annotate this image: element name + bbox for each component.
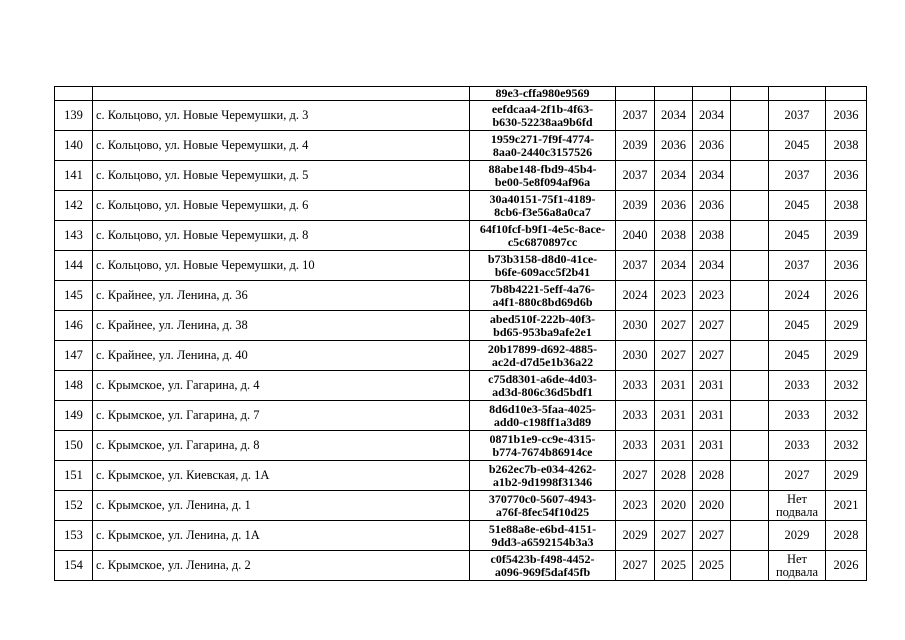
row-guid-line2: a76f-8fec54f10d25 xyxy=(495,504,590,519)
row-guid xyxy=(470,281,616,311)
row-guid-line1: 88abe148-fbd9-45b4- xyxy=(488,161,597,176)
table-body xyxy=(55,87,867,581)
row-year-6: 2036 xyxy=(826,251,867,281)
row-year-3: 2038 xyxy=(693,221,731,251)
row-year-5: 2027 xyxy=(769,461,826,491)
row-year-5: 2045 xyxy=(769,131,826,161)
row-year-5: 2037 xyxy=(769,161,826,191)
row-number: 149 xyxy=(55,401,93,431)
row-year-6: 2029 xyxy=(826,341,867,371)
row-year-6: 2026 xyxy=(826,281,867,311)
row-guid-line2: b630-52238aa9b6fd xyxy=(492,114,593,129)
row-address: с. Крымское, ул. Гагарина, д. 8 xyxy=(93,431,470,461)
row-guid-line1: c0f5423b-f498-4452- xyxy=(490,551,595,566)
row-guid-line1: 8d6d10e3-5faa-4025- xyxy=(489,401,596,416)
row-year-1: 2037 xyxy=(616,101,655,131)
row-year-1: 2039 xyxy=(616,131,655,161)
row-year-1: 2033 xyxy=(616,371,655,401)
row-year-3: 2031 xyxy=(693,401,731,431)
row-year-2: 2036 xyxy=(655,131,693,161)
row-year-3: 2034 xyxy=(693,251,731,281)
row-year-4 xyxy=(731,341,769,371)
row-year-3: 2036 xyxy=(693,131,731,161)
row-year-6: 2021 xyxy=(826,491,867,521)
row-guid-line2: 8cb6-f3e56a8a0ca7 xyxy=(494,204,591,219)
row-address: с. Кольцово, ул. Новые Черемушки, д. 8 xyxy=(93,221,470,251)
row-guid-line2: 8aa0-2440c3157526 xyxy=(492,144,593,159)
row-year-3: 2027 xyxy=(693,521,731,551)
row-year-5: 2024 xyxy=(769,281,826,311)
row-guid-line2: b6fe-609acc5f2b41 xyxy=(494,264,591,279)
row-year-6: 2026 xyxy=(826,551,867,581)
table-row xyxy=(55,161,867,191)
row-guid-line1: b73b3158-d8d0-41ce- xyxy=(487,251,598,266)
row-year-2: 2020 xyxy=(655,491,693,521)
row-guid-line2: be00-5e8f094af96a xyxy=(494,174,591,189)
row-address: с. Кольцово, ул. Новые Черемушки, д. 6 xyxy=(93,191,470,221)
row-year-4 xyxy=(731,401,769,431)
row-number: 141 xyxy=(55,161,93,191)
cell-year xyxy=(826,87,867,101)
table-row xyxy=(55,371,867,401)
row-guid-line1: c75d8301-a6de-4d03- xyxy=(488,371,597,386)
row-guid-line1: 30a40151-75f1-4189- xyxy=(489,191,596,206)
row-year-3: 2023 xyxy=(693,281,731,311)
row-year-1: 2037 xyxy=(616,161,655,191)
row-year-1: 2039 xyxy=(616,191,655,221)
row-year-4 xyxy=(731,161,769,191)
row-year-5: 2045 xyxy=(769,221,826,251)
row-year-2: 2034 xyxy=(655,251,693,281)
row-guid-line1: 51e88a8e-e6bd-4151- xyxy=(488,521,597,536)
row-address: с. Крайнее, ул. Ленина, д. 36 xyxy=(93,281,470,311)
row-year-4 xyxy=(731,251,769,281)
row-year-4 xyxy=(731,431,769,461)
row-year-4 xyxy=(731,521,769,551)
row-year-3: 2036 xyxy=(693,191,731,221)
row-guid xyxy=(470,551,616,581)
cell-year xyxy=(616,87,655,101)
row-year-4 xyxy=(731,551,769,581)
row-year-6: 2036 xyxy=(826,161,867,191)
row-guid-line2: c5c6870897cc xyxy=(507,234,578,249)
row-year-5-line1: Нет xyxy=(786,551,808,566)
row-year-3: 2031 xyxy=(693,371,731,401)
row-year-4 xyxy=(731,311,769,341)
row-year-5-line1: Нет xyxy=(786,491,808,506)
row-guid-line1: 370770c0-5607-4943- xyxy=(488,491,597,506)
row-number: 147 xyxy=(55,341,93,371)
row-guid-line2: ac2d-d7d5e1b36a22 xyxy=(491,354,594,369)
table-row xyxy=(55,401,867,431)
row-year-5: 2033 xyxy=(769,371,826,401)
row-guid-line2: a1b2-9d1998f31346 xyxy=(492,474,593,489)
row-year-1: 2023 xyxy=(616,491,655,521)
row-number: 153 xyxy=(55,521,93,551)
row-guid xyxy=(470,251,616,281)
cell-address xyxy=(93,87,470,101)
row-address: с. Кольцово, ул. Новые Черемушки, д. 5 xyxy=(93,161,470,191)
row-year-6: 2036 xyxy=(826,101,867,131)
row-number: 142 xyxy=(55,191,93,221)
table-row xyxy=(55,281,867,311)
row-year-4 xyxy=(731,101,769,131)
row-address: с. Кольцово, ул. Новые Черемушки, д. 4 xyxy=(93,131,470,161)
row-guid-line2: 9dd3-a6592154b3a3 xyxy=(491,534,594,549)
row-year-2: 2027 xyxy=(655,521,693,551)
table-row xyxy=(55,221,867,251)
row-guid-line1: 20b17899-d692-4885- xyxy=(487,341,598,356)
row-year-2: 2031 xyxy=(655,401,693,431)
cell-year xyxy=(693,87,731,101)
row-number: 143 xyxy=(55,221,93,251)
row-year-3: 2027 xyxy=(693,341,731,371)
table-row xyxy=(55,461,867,491)
row-guid-line1: abed510f-222b-40f3- xyxy=(489,311,596,326)
row-year-4 xyxy=(731,491,769,521)
row-year-6: 2038 xyxy=(826,131,867,161)
row-guid xyxy=(470,311,616,341)
row-year-1: 2024 xyxy=(616,281,655,311)
row-guid-line1: 64f10fcf-b9f1-4e5c-8ace- xyxy=(479,221,606,236)
row-address: с. Крымское, ул. Ленина, д. 1А xyxy=(93,521,470,551)
row-address: с. Крайнее, ул. Ленина, д. 40 xyxy=(93,341,470,371)
row-address: с. Крымское, ул. Гагарина, д. 4 xyxy=(93,371,470,401)
cell-year xyxy=(769,87,826,101)
row-year-5: 2029 xyxy=(769,521,826,551)
row-guid-line2: a096-969f5daf45fb xyxy=(494,564,591,579)
row-address: с. Крымское, ул. Киевская, д. 1А xyxy=(93,461,470,491)
row-guid-line2: a4f1-880c8bd69d6b xyxy=(492,294,593,309)
row-year-2: 2028 xyxy=(655,461,693,491)
table-row xyxy=(55,191,867,221)
row-year-2: 2023 xyxy=(655,281,693,311)
row-year-4 xyxy=(731,191,769,221)
table-row xyxy=(55,311,867,341)
row-year-1: 2040 xyxy=(616,221,655,251)
cell-num xyxy=(55,87,93,101)
row-guid-line1: b262ec7b-e034-4262- xyxy=(488,461,597,476)
row-number: 145 xyxy=(55,281,93,311)
row-year-1: 2027 xyxy=(616,551,655,581)
row-year-1: 2030 xyxy=(616,341,655,371)
row-number: 151 xyxy=(55,461,93,491)
row-year-4 xyxy=(731,221,769,251)
table-row xyxy=(55,551,867,581)
row-year-2: 2031 xyxy=(655,431,693,461)
row-number: 152 xyxy=(55,491,93,521)
table-row-partial xyxy=(55,87,867,101)
row-year-1: 2029 xyxy=(616,521,655,551)
row-number: 154 xyxy=(55,551,93,581)
row-number: 148 xyxy=(55,371,93,401)
row-year-2: 2027 xyxy=(655,311,693,341)
row-year-5: 2045 xyxy=(769,191,826,221)
row-year-6: 2038 xyxy=(826,191,867,221)
row-guid-line1: eefdcaa4-2f1b-4f63- xyxy=(491,101,594,116)
row-number: 139 xyxy=(55,101,93,131)
row-guid xyxy=(470,521,616,551)
row-guid-line2: bd65-953ba9afe2e1 xyxy=(493,324,592,339)
row-year-3: 2027 xyxy=(693,311,731,341)
row-year-1: 2033 xyxy=(616,431,655,461)
row-address: с. Кольцово, ул. Новые Черемушки, д. 3 xyxy=(93,101,470,131)
table-row xyxy=(55,521,867,551)
row-guid xyxy=(470,131,616,161)
row-guid xyxy=(470,221,616,251)
row-year-3: 2034 xyxy=(693,161,731,191)
row-year-1: 2037 xyxy=(616,251,655,281)
row-year-3: 2034 xyxy=(693,101,731,131)
row-guid xyxy=(470,461,616,491)
row-guid xyxy=(470,371,616,401)
table-row xyxy=(55,491,867,521)
row-year-5: 2037 xyxy=(769,251,826,281)
row-number: 140 xyxy=(55,131,93,161)
table-row xyxy=(55,131,867,161)
row-year-3: 2028 xyxy=(693,461,731,491)
row-year-6: 2028 xyxy=(826,521,867,551)
housing-table xyxy=(54,86,867,581)
row-guid-line1: 7b8b4221-5eff-4a76- xyxy=(490,281,595,296)
row-year-2: 2036 xyxy=(655,191,693,221)
row-year-4 xyxy=(731,371,769,401)
row-guid-line1: 1959c271-7f9f-4774- xyxy=(490,131,595,146)
row-year-5 xyxy=(769,551,826,581)
row-year-5: 2033 xyxy=(769,431,826,461)
row-year-2: 2027 xyxy=(655,341,693,371)
row-guid xyxy=(470,491,616,521)
row-year-2: 2031 xyxy=(655,371,693,401)
row-year-6: 2032 xyxy=(826,431,867,461)
row-year-2: 2034 xyxy=(655,161,693,191)
row-guid xyxy=(470,431,616,461)
row-year-6: 2032 xyxy=(826,371,867,401)
row-year-6: 2029 xyxy=(826,461,867,491)
row-guid xyxy=(470,101,616,131)
row-guid-line2: b774-7674b86914ce xyxy=(492,444,593,459)
row-year-2: 2038 xyxy=(655,221,693,251)
row-address: с. Крымское, ул. Ленина, д. 2 xyxy=(93,551,470,581)
row-address: с. Кольцово, ул. Новые Черемушки, д. 10 xyxy=(93,251,470,281)
row-year-6: 2029 xyxy=(826,311,867,341)
row-year-6: 2039 xyxy=(826,221,867,251)
row-number: 146 xyxy=(55,311,93,341)
row-address: с. Крымское, ул. Ленина, д. 1 xyxy=(93,491,470,521)
row-year-2: 2025 xyxy=(655,551,693,581)
cell-year xyxy=(655,87,693,101)
row-year-1: 2027 xyxy=(616,461,655,491)
row-year-1: 2033 xyxy=(616,401,655,431)
table-row xyxy=(55,251,867,281)
row-year-4 xyxy=(731,131,769,161)
table-row xyxy=(55,101,867,131)
row-guid-line2: ad3d-806c36d5bdf1 xyxy=(492,384,593,399)
row-number: 144 xyxy=(55,251,93,281)
row-year-5: 2045 xyxy=(769,311,826,341)
row-guid xyxy=(470,401,616,431)
row-guid xyxy=(470,341,616,371)
row-year-1: 2030 xyxy=(616,311,655,341)
row-year-3: 2020 xyxy=(693,491,731,521)
row-guid xyxy=(470,191,616,221)
row-guid-line1: 0871b1e9-cc9e-4315- xyxy=(489,431,596,446)
row-year-5: 2033 xyxy=(769,401,826,431)
row-year-5-line2: подвала xyxy=(775,564,819,579)
row-address: с. Крайнее, ул. Ленина, д. 38 xyxy=(93,311,470,341)
row-guid-line2: add0-c198ff1a3d89 xyxy=(493,414,592,429)
cell-guid: 89e3-cffa980e9569 xyxy=(470,87,616,101)
row-year-4 xyxy=(731,281,769,311)
cell-year xyxy=(731,87,769,101)
row-guid xyxy=(470,161,616,191)
row-year-2: 2034 xyxy=(655,101,693,131)
row-year-3: 2025 xyxy=(693,551,731,581)
row-year-6: 2032 xyxy=(826,401,867,431)
row-year-3: 2031 xyxy=(693,431,731,461)
row-year-5 xyxy=(769,491,826,521)
row-address: с. Крымское, ул. Гагарина, д. 7 xyxy=(93,401,470,431)
row-number: 150 xyxy=(55,431,93,461)
table-row xyxy=(55,431,867,461)
row-year-5: 2045 xyxy=(769,341,826,371)
row-year-4 xyxy=(731,461,769,491)
row-year-5-line2: подвала xyxy=(775,504,819,519)
row-year-5: 2037 xyxy=(769,101,826,131)
table-row xyxy=(55,341,867,371)
